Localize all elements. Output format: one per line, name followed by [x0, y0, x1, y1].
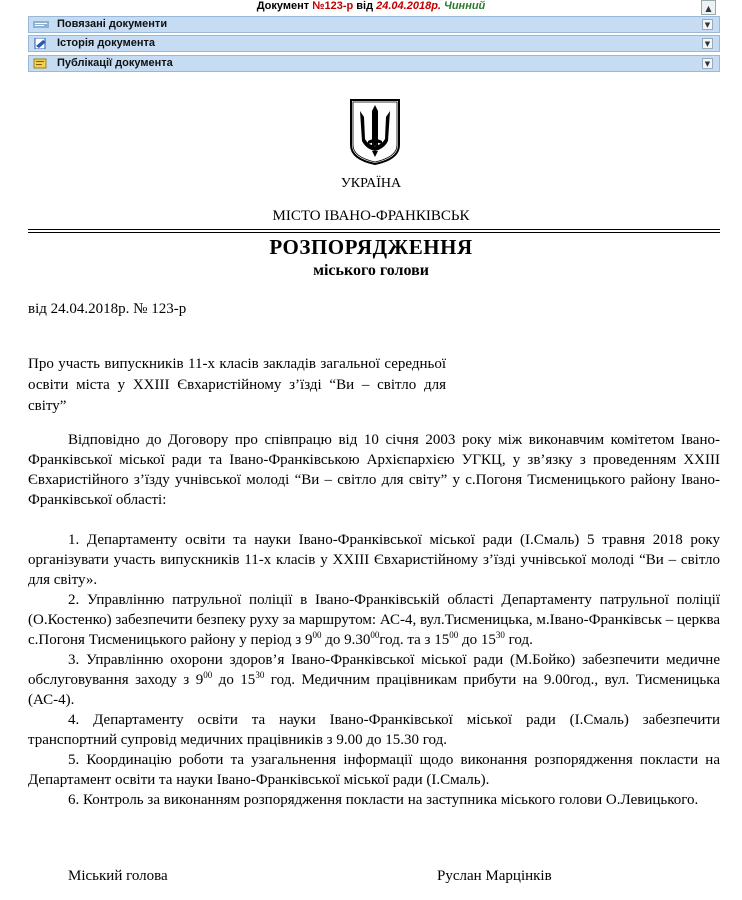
divider	[28, 232, 720, 233]
document-title: РОЗПОРЯДЖЕННЯ	[269, 235, 473, 259]
superscript: 00	[312, 630, 322, 640]
text-run: год. Медичним працівникам прибути на 9.00год., вул. Тисменицька (АС-4).	[28, 672, 720, 708]
document-number: №123-р	[312, 0, 354, 12]
text-run: до 15	[212, 672, 256, 688]
chevron-down-icon[interactable]: ▼	[702, 19, 713, 30]
text-run: до 9.30	[321, 632, 371, 648]
chevron-down-icon[interactable]: ▼	[702, 58, 713, 69]
panel-label: Публікації документа	[57, 57, 173, 69]
text-run: год. та з 15	[379, 632, 450, 648]
scroll-up-arrow-icon[interactable]: ▲	[701, 0, 716, 15]
superscript: 30	[495, 630, 505, 640]
header-mid: від	[353, 0, 377, 12]
superscript: 00	[370, 630, 380, 640]
document-subject: Про участь випускників 11-х класів закладів загальної середньої освіти міста у ХХІІІ Євхаристійному з’їзді “Ви – світло для світу”	[28, 356, 446, 414]
document-status: Чинний	[444, 0, 486, 12]
document-subtitle: міського голови	[313, 262, 429, 279]
order-item-5: 5. Координацію роботи та узагальнення інформації щодо виконання розпорядження покласти на Департамент освіти та науки Івано-Франківської міської ради (І.Смаль).	[28, 752, 720, 788]
document-date-line: від 24.04.2018р. № 123-р	[28, 301, 187, 317]
signatory-position: Міський голова	[68, 868, 168, 884]
order-item-4: 4. Департаменту освіти та науки Івано-Франківської міської ради (І.Смаль) забезпечити транспортний супровід медичних працівників з 9.00 до 15.30 год.	[28, 712, 720, 748]
intro-paragraph: Відповідно до Договору про співпрацю від 10 січня 2003 року між виконавчим комітетом Івано-Франківської міської ради та Івано-Франківською Архієпархією УГКЦ, у зв’язку з проведенням ХХІІІ Євхаристійного з’їзду учнівської молоді “Ви – світло для світу” у с.Погоня Тисменицького району Івано-Франківської області:	[28, 432, 720, 508]
panel-label: Історія документа	[57, 37, 155, 49]
document-date: 24.04.2018р.	[376, 0, 441, 12]
panel-document-history[interactable]	[28, 35, 720, 52]
superscript: 00	[203, 670, 213, 680]
panel-linked-documents[interactable]	[28, 16, 720, 33]
country-name: УКРАЇНА	[340, 176, 402, 191]
chevron-down-icon[interactable]: ▼	[702, 38, 713, 49]
superscript: 00	[449, 630, 459, 640]
header-prefix: Документ	[256, 0, 313, 12]
history-icon	[33, 38, 49, 49]
panel-document-publications[interactable]	[28, 55, 720, 72]
text-run: до 15	[458, 632, 496, 648]
document-header-line	[0, 0, 742, 14]
publications-icon	[33, 58, 49, 69]
ukraine-coat-of-arms-icon	[348, 97, 402, 167]
divider	[28, 229, 720, 230]
city-name: МІСТО ІВАНО-ФРАНКІВСЬК	[272, 208, 470, 224]
order-item-3	[28, 650, 720, 710]
text-run: 3. Управлінню охорони здоров’я Івано-Франківської міської ради (М.Бойко) забезпечити медичне обслуговування заходу з 9	[28, 652, 720, 688]
document-body	[28, 430, 720, 810]
panel-label: Повязані документи	[57, 18, 168, 30]
text-run: 2. Управлінню патрульної поліції в Івано-Франківській області Департаменту патрульної поліції (О.Костенко) забезпечити безпеку руху за маршрутом: АС-4, вул.Тисменицька, м.Івано-Франківськ – церква с.Погоня Тисменицького району у період з 9	[28, 592, 720, 648]
text-run: год.	[504, 632, 533, 648]
order-item-2	[28, 590, 720, 650]
superscript: 30	[255, 670, 265, 680]
order-item-1: 1. Департаменту освіти та науки Івано-Франківської міської ради (І.Смаль) 5 травня 2018 року організувати участь випускників 11-х класів у ХХІІІ Євхаристійному з’їзді учнівської молоді “Ви – світло для світу».	[28, 532, 720, 588]
order-item-6: 6. Контроль за виконанням розпорядження покласти на заступника міського голови О.Левицького.	[68, 792, 699, 808]
linked-documents-icon	[33, 19, 49, 30]
signatory-name: Руслан Марцінків	[437, 868, 552, 884]
